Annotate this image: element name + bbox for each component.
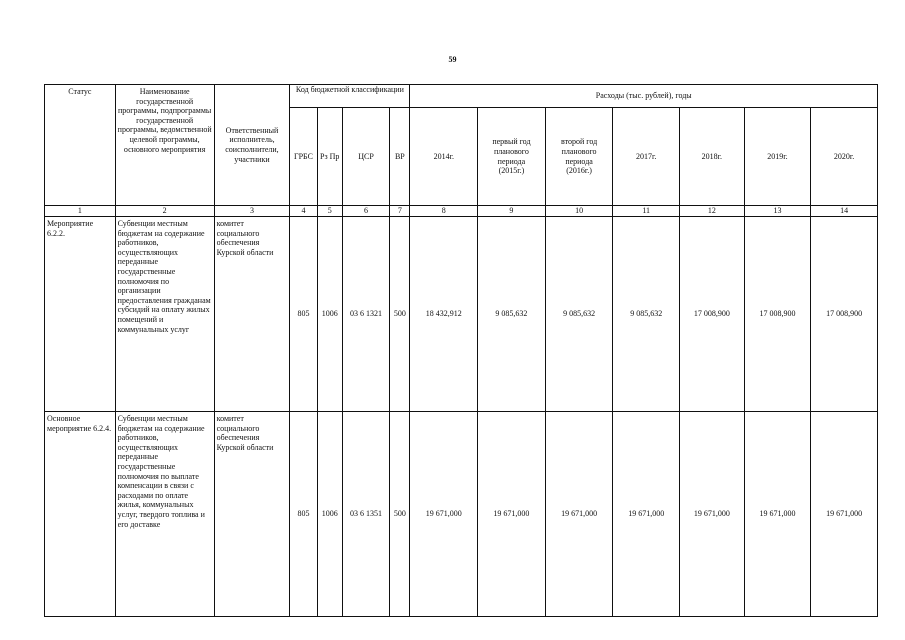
row-value-2016: 9 085,632 <box>545 217 613 412</box>
column-number: 6 <box>342 206 389 217</box>
column-number: 14 <box>811 206 878 217</box>
row-responsible: комитет социального обеспечения Курской области <box>214 217 290 412</box>
row-status: Мероприятие 6.2.2. <box>45 217 116 412</box>
header-rzpr: Рз Пр <box>317 108 342 206</box>
row-value-2018: 17 008,900 <box>680 217 745 412</box>
header-vr: ВР <box>390 108 410 206</box>
row-grbs: 805 <box>290 412 317 617</box>
row-value-2019: 19 671,000 <box>744 412 811 617</box>
header-grbs: ГРБС <box>290 108 317 206</box>
row-value-2016: 19 671,000 <box>545 412 613 617</box>
row-status: Основное мероприятие 6.2.4. <box>45 412 116 617</box>
row-csr: 03 6 1351 <box>342 412 389 617</box>
column-number: 3 <box>214 206 290 217</box>
header-year-2019: 2019г. <box>744 108 811 206</box>
header-responsible: Ответственный исполнитель, соисполнители, участники <box>214 85 290 206</box>
row-value-2017: 9 085,632 <box>613 217 680 412</box>
row-grbs: 805 <box>290 217 317 412</box>
row-value-2020: 19 671,000 <box>811 412 878 617</box>
column-number: 13 <box>744 206 811 217</box>
header-year-2020: 2020г. <box>811 108 878 206</box>
header-name: Наименование государственной программы, подпрограммы государственной программы, ведомственной целевой программы, основного мероприятия <box>115 85 214 206</box>
row-value-2014: 19 671,000 <box>410 412 478 617</box>
column-number: 2 <box>115 206 214 217</box>
row-responsible: комитет социального обеспечения Курской области <box>214 412 290 617</box>
row-name: Субвенции местным бюджетам на содержание работников, осуществляющих переданные государственные полномочия по выплате компенсации в связи с расходами по оплате жилья, коммунальных услуг, твердого топлива и его доставке <box>115 412 214 617</box>
row-value-2015: 9 085,632 <box>478 217 546 412</box>
table-row <box>45 412 878 617</box>
row-vr: 500 <box>390 217 410 412</box>
header-status: Статус <box>45 85 116 206</box>
row-rzpr: 1006 <box>317 412 342 617</box>
table-row <box>45 217 878 412</box>
column-number: 10 <box>545 206 613 217</box>
column-number: 11 <box>613 206 680 217</box>
row-value-2014: 18 432,912 <box>410 217 478 412</box>
row-value-2020: 17 008,900 <box>811 217 878 412</box>
header-year-2015: первый год планового периода (2015г.) <box>478 108 546 206</box>
column-number-row <box>45 206 878 217</box>
column-number: 1 <box>45 206 116 217</box>
header-budget-code: Код бюджетной классификации <box>290 85 410 108</box>
column-number: 5 <box>317 206 342 217</box>
column-number: 4 <box>290 206 317 217</box>
row-value-2019: 17 008,900 <box>744 217 811 412</box>
column-number: 8 <box>410 206 478 217</box>
budget-table <box>44 84 878 617</box>
column-number: 7 <box>390 206 410 217</box>
column-number: 9 <box>478 206 546 217</box>
row-vr: 500 <box>390 412 410 617</box>
header-year-2016: второй год планового периода (2016г.) <box>545 108 613 206</box>
page-number: 59 <box>448 55 457 64</box>
header-year-2018: 2018г. <box>680 108 745 206</box>
header-year-2014: 2014г. <box>410 108 478 206</box>
row-name: Субвенции местным бюджетам на содержание работников, осуществляющих переданные государственные полномочия по организации предоставления гражданам субсидий на оплату жилых помещений и коммунальных услуг <box>115 217 214 412</box>
header-csr: ЦСР <box>342 108 389 206</box>
row-value-2015: 19 671,000 <box>478 412 546 617</box>
header-year-2017: 2017г. <box>613 108 680 206</box>
row-csr: 03 6 1321 <box>342 217 389 412</box>
row-value-2017: 19 671,000 <box>613 412 680 617</box>
row-rzpr: 1006 <box>317 217 342 412</box>
column-number: 12 <box>680 206 745 217</box>
header-expenses: Расходы (тыс. рублей), годы <box>410 85 878 108</box>
row-value-2018: 19 671,000 <box>680 412 745 617</box>
